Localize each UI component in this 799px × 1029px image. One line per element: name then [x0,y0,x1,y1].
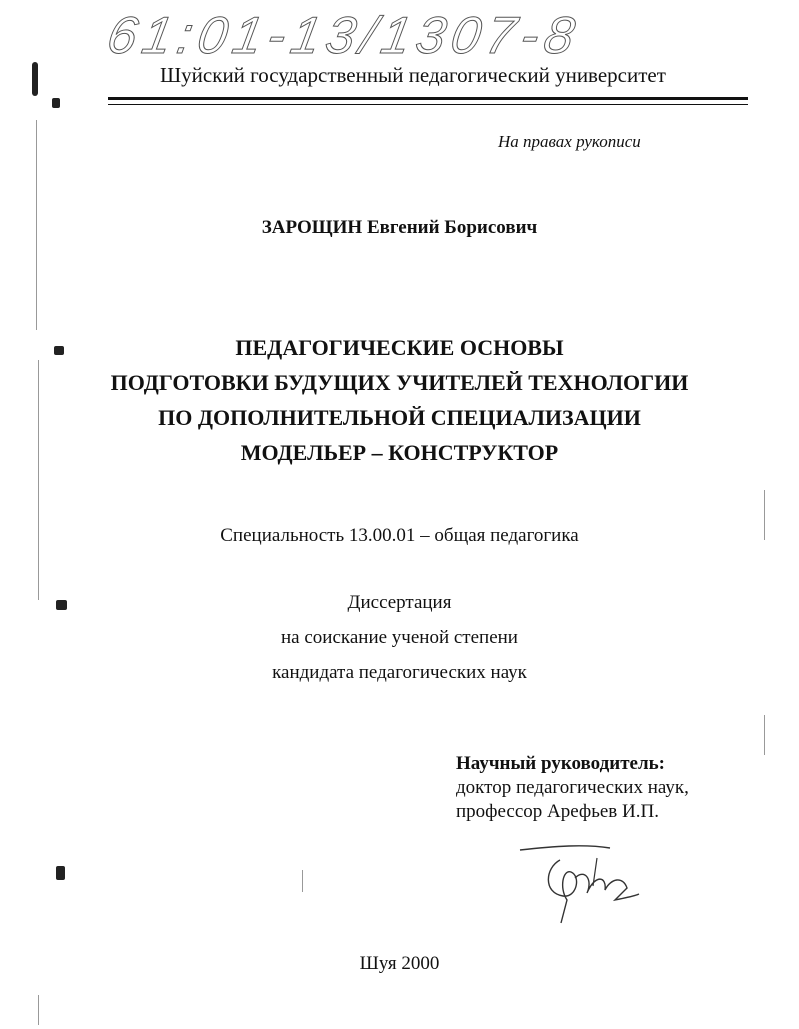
supervisor-line: профессор Арефьев И.П. [456,801,659,822]
title-line: ПО ДОПОЛНИТЕЛЬНОЙ СПЕЦИАЛИЗАЦИИ [158,405,641,430]
scan-mark [56,866,65,880]
signature-icon [515,838,645,928]
scan-mark [32,62,38,96]
degree-line: на соискание ученой степени [281,627,518,648]
degree-line: кандидата педагогических наук [272,662,527,683]
title-line: ПОДГОТОВКИ БУДУЩИХ УЧИТЕЛЕЙ ТЕХНОЛОГИИ [110,370,689,395]
scan-mark [54,346,64,355]
header-rule-thin [108,104,748,105]
thesis-title [0,330,799,470]
author-surname: ЗАРОЩИН [261,217,363,238]
scan-edge-line [302,870,303,892]
scan-mark [56,600,67,610]
header-rule-thick [108,97,748,100]
title-line: МОДЕЛЬЕР – КОНСТРУКТОР [240,440,559,465]
archive-stamp: 61:01-13/1307-8 [102,7,585,65]
degree-info [0,585,799,690]
manuscript-note: На правах рукописи [498,132,641,151]
scan-edge-line [36,120,37,330]
degree-line: Диссертация [347,592,452,613]
author-given-names: Евгений Борисович [366,217,538,238]
scan-edge-line [764,490,765,540]
specialty: Специальность 13.00.01 – общая педагогика [220,525,579,546]
university-name: Шуйский государственный педагогический университет [160,63,666,87]
title-line: ПЕДАГОГИЧЕСКИЕ ОСНОВЫ [235,335,564,360]
scan-mark [52,98,60,108]
scan-edge-line [38,995,39,1025]
scan-edge-line [38,360,39,600]
place-year: Шуя 2000 [359,953,440,974]
supervisor-block [456,752,689,824]
supervisor-line: доктор педагогических наук, [456,777,689,798]
author-name [0,217,799,239]
supervisor-heading: Научный руководитель: [456,753,665,774]
scan-edge-line [764,715,765,755]
